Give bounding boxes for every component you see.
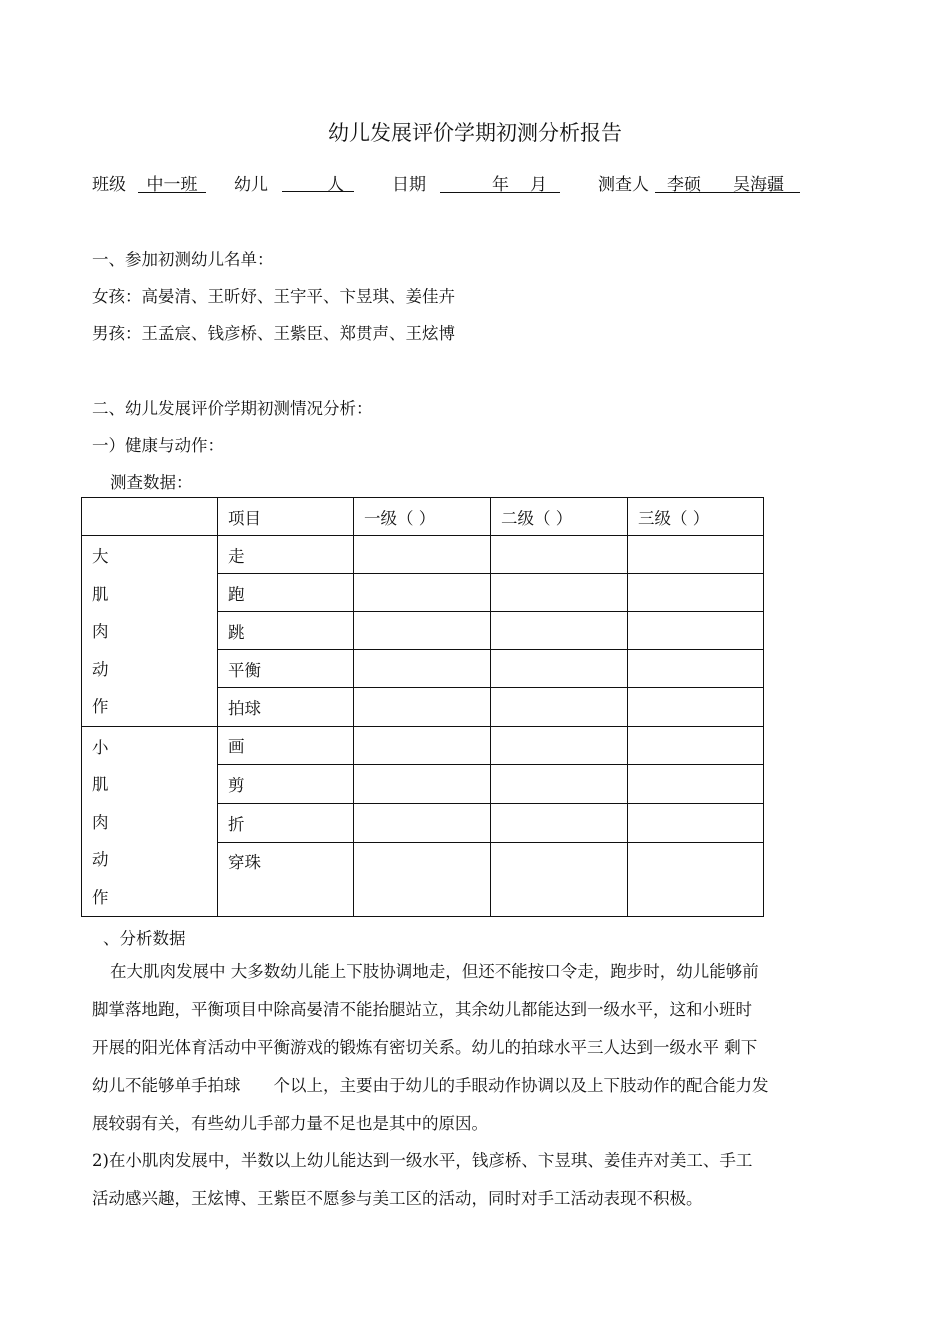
level3-cell [628,574,764,612]
level3-cell [628,804,764,843]
header-cell [82,498,218,536]
paragraph-line: 展较弱有关，有些幼儿手部力量不足也是其中的原因。 [92,1114,488,1133]
level2-cell [491,726,628,765]
level1-cell [354,804,491,843]
item-cell: 跳 [218,612,354,650]
level2-cell [491,612,628,650]
paragraph-line: 在大肌肉发展中 大多数幼儿能上下肢协调地走，但还不能按口令走，跑步时，幼儿能够前 [110,962,759,981]
header-cell: 项目 [218,498,354,536]
level1-cell [354,688,491,726]
group-char: 肌 [92,584,109,604]
date-year: 年 [492,175,509,195]
paragraph-line: 开展的阳光体育活动中平衡游戏的锻炼有密切关系。幼儿的拍球水平三人达到一级水平 剩下 [92,1038,758,1057]
analysis-paragraph-2 [92,1142,872,1218]
report-meta [92,170,812,196]
paragraph-line: 活动感兴趣，王炫博、王紫臣不愿参与美工区的活动，同时对手工活动表现不积极。 [92,1189,703,1208]
item-cell: 跑 [218,574,354,612]
tester-1: 李硕 [667,175,701,195]
date-field [440,170,560,193]
group-char: 肉 [92,812,109,832]
item-cell: 画 [218,726,354,765]
children-label: 幼儿 [234,175,268,195]
class-field: 中一班 [138,170,206,193]
level2-cell [491,688,628,726]
paragraph-line: 2)在小肌肉发展中，半数以上幼儿能达到一级水平，钱彦桥、卞昱琪、姜佳卉对美工、手工 [92,1151,753,1170]
tester-2: 吴海疆 [733,175,784,195]
item-cell: 折 [218,804,354,843]
table-row [82,536,764,574]
table-header-row [82,498,764,536]
level2-cell [491,536,628,574]
group-char: 肉 [92,622,109,641]
item-cell: 穿珠 [218,843,354,917]
level1-cell [354,536,491,574]
level2-cell [491,804,628,843]
date-month: 月 [530,175,547,195]
group-char: 作 [92,887,109,907]
item-cell: 走 [218,536,354,574]
item-cell: 拍球 [218,688,354,726]
level1-cell [354,612,491,650]
group-char: 大 [92,547,109,566]
level3-cell [628,726,764,765]
level2-cell [491,574,628,612]
level2-cell [491,765,628,804]
tester-field [655,170,800,193]
children-field: 人 [282,170,354,192]
tester-label: 测查人 [598,175,649,195]
level3-cell [628,612,764,650]
motor-assessment-table [81,497,764,917]
level1-cell [354,726,491,765]
class-label: 班级 [92,175,126,195]
group-char: 肌 [92,775,109,794]
fine-motor-group-label [82,726,218,917]
level3-cell [628,688,764,726]
boys-list: 男孩：王孟宸、钱彦桥、王紫臣、郑贯声、王炫博 [92,324,455,343]
data-label: 测查数据： [110,473,193,492]
group-char: 动 [92,850,109,869]
paragraph-line: 脚掌落地跑，平衡项目中除高晏清不能抬腿站立，其余幼儿都能达到一级水平，这和小班时 [92,1000,752,1019]
health-subheading: 一）健康与动作： [92,436,224,455]
date-label: 日期 [392,175,426,195]
header-cell: 一级（ ） [354,498,491,536]
page-title: 幼儿发展评价学期初测分析报告 [328,121,622,145]
group-char: 动 [92,659,109,679]
level2-cell [491,843,628,917]
gross-motor-group-label [82,536,218,727]
level3-cell [628,765,764,804]
level2-cell [491,650,628,688]
level1-cell [354,574,491,612]
level1-cell [354,843,491,917]
level3-cell [628,650,764,688]
level1-cell [354,650,491,688]
paragraph-line: 幼儿不能够单手拍球 个以上，主要由于幼儿的手眼动作协调以及上下肢动作的配合能力发 [92,1076,769,1095]
level1-cell [354,765,491,804]
section1-heading: 一、参加初测幼儿名单： [92,250,274,269]
table-row [82,726,764,765]
girls-list: 女孩：高晏清、王昕妤、王宇平、卞昱琪、姜佳卉 [92,287,455,306]
level3-cell [628,536,764,574]
section2-heading: 二、幼儿发展评价学期初测情况分析： [92,399,373,418]
analysis-paragraph-1 [92,953,872,1143]
item-cell: 剪 [218,765,354,804]
group-char: 小 [92,737,109,757]
analysis-heading: 、分析数据 [103,929,186,948]
item-cell: 平衡 [218,650,354,688]
header-cell: 三级（ ） [628,498,764,536]
level3-cell [628,843,764,917]
header-cell: 二级（ ） [491,498,628,536]
group-char: 作 [92,697,109,716]
